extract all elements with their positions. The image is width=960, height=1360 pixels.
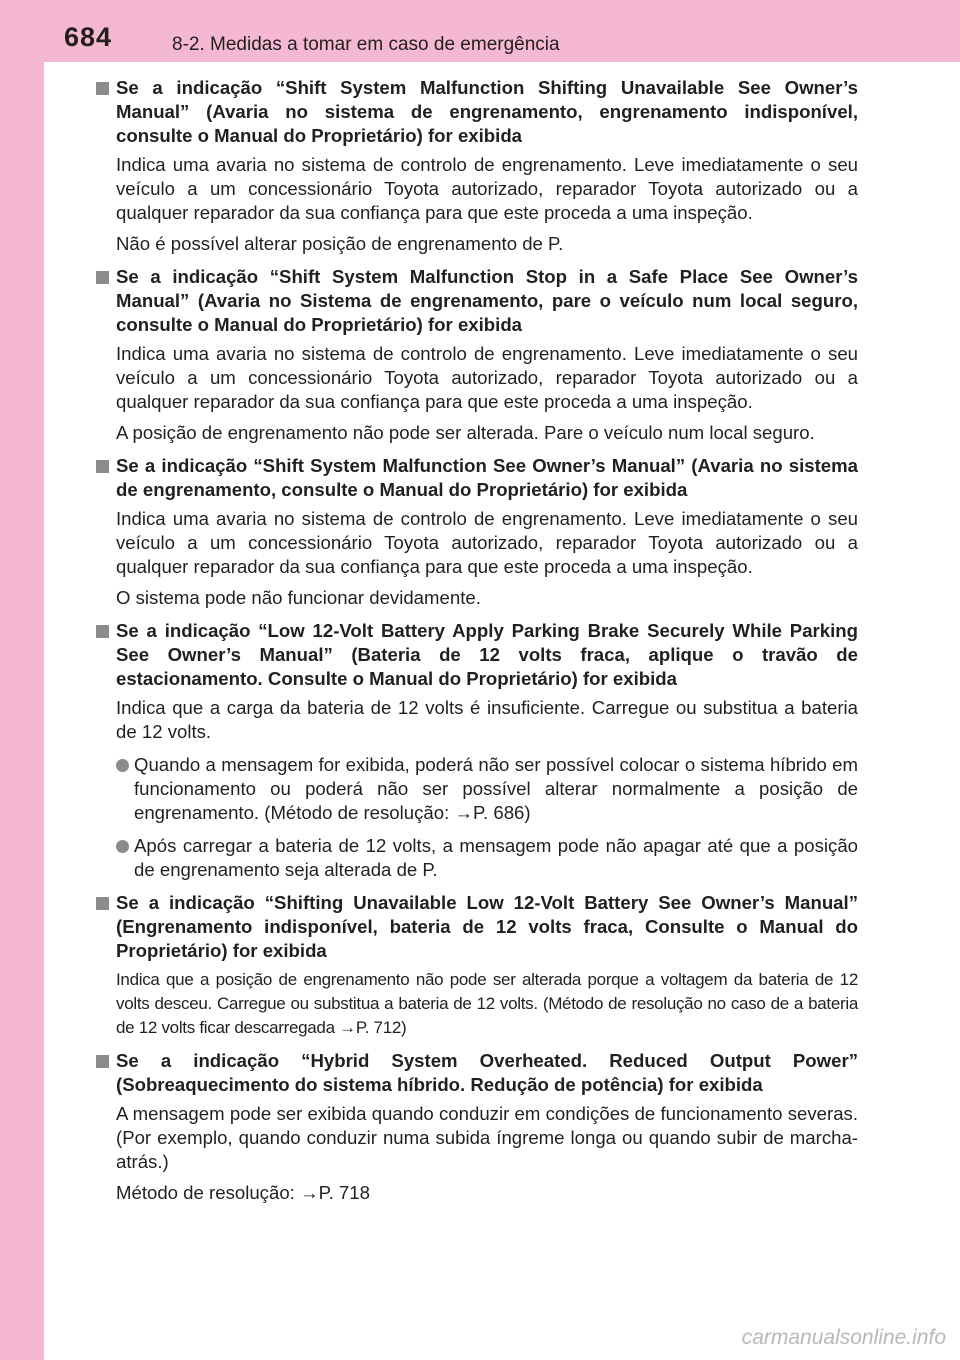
square-bullet-icon bbox=[96, 1055, 109, 1068]
square-bullet-icon bbox=[96, 897, 109, 910]
list-item bbox=[116, 834, 858, 882]
message-section-2 bbox=[96, 265, 858, 445]
page-content bbox=[96, 76, 858, 1205]
paragraph: O sistema pode não funcionar devidamente. bbox=[116, 587, 481, 608]
list-item-text: Quando a mensagem for exibida, poderá não ser possível colocar o sistema híbrido em funcionamento ou poderá não ser possível alterar normalmente a posição de engrenamento. (Método de resolução: →P. 686) bbox=[134, 754, 858, 823]
circle-bullet-icon bbox=[116, 840, 129, 853]
section-heading: Se a indicação “Shift System Malfunction Shifting Unavailable See Owner’s Manual” (Avaria no sistema de engrenamento, engrenamento indisponível, consulte o Manual do Proprietário) for exibida bbox=[116, 77, 858, 146]
square-bullet-icon bbox=[96, 271, 109, 284]
message-section-4 bbox=[96, 619, 858, 882]
section-title: 8-2. Medidas a tomar em caso de emergência bbox=[172, 34, 560, 55]
paragraph: Indica uma avaria no sistema de controlo de engrenamento. Leve imediatamente o seu veículo a um concessionário Toyota autorizado, reparador Toyota autorizado ou a qualquer reparador da sua confiança para que este proceda a uma inspeção. bbox=[116, 343, 858, 412]
paragraph: A mensagem pode ser exibida quando conduzir em condições de funcionamento severas. (Por exemplo, quando conduzir numa subida íngreme longa ou quando subir de marcha-atrás.) bbox=[116, 1103, 858, 1172]
message-section-5 bbox=[96, 891, 858, 1040]
section-heading: Se a indicação “Shift System Malfunction See Owner’s Manual” (Avaria no sistema de engrenamento, consulte o Manual do Proprietário) for exibida bbox=[116, 455, 858, 500]
page-number: 684 bbox=[64, 22, 113, 52]
section-heading: Se a indicação “Shift System Malfunction Stop in a Safe Place See Owner’s Manual” (Avaria no Sistema de engrenamento, pare o veículo num local seguro, consulte o Manual do Proprietário) for exibida bbox=[116, 266, 858, 335]
square-bullet-icon bbox=[96, 82, 109, 95]
message-section-1 bbox=[96, 76, 858, 256]
paragraph: Indica que a carga da bateria de 12 volts é insuficiente. Carregue ou substitua a bateria de 12 volts. bbox=[116, 697, 858, 742]
paragraph: Indica uma avaria no sistema de controlo de engrenamento. Leve imediatamente o seu veículo a um concessionário Toyota autorizado, reparador Toyota autorizado ou a qualquer reparador da sua confiança para que este proceda a uma inspeção. bbox=[116, 154, 858, 223]
watermark: carmanualsonline.info bbox=[741, 1326, 946, 1349]
square-bullet-icon bbox=[96, 625, 109, 638]
square-bullet-icon bbox=[96, 460, 109, 473]
paragraph: Método de resolução: →P. 718 bbox=[116, 1182, 370, 1203]
section-heading: Se a indicação “Low 12-Volt Battery Apply Parking Brake Securely While Parking See Owner’s Manual” (Bateria de 12 volts fraca, aplique o travão de estacionamento. Consulte o Manual do Proprietário) for exibida bbox=[116, 620, 858, 689]
list-item bbox=[116, 753, 858, 825]
list-item-text: Após carregar a bateria de 12 volts, a mensagem pode não apagar até que a posição de engrenamento seja alterada de P. bbox=[134, 835, 858, 880]
paragraph: A posição de engrenamento não pode ser alterada. Pare o veículo num local seguro. bbox=[116, 422, 815, 443]
message-section-3 bbox=[96, 454, 858, 610]
message-section-6 bbox=[96, 1049, 858, 1205]
paragraph: Indica uma avaria no sistema de controlo de engrenamento. Leve imediatamente o seu veículo a um concessionário Toyota autorizado, reparador Toyota autorizado ou a qualquer reparador da sua confiança para que este proceda a uma inspeção. bbox=[116, 508, 858, 577]
section-heading: Se a indicação “Shifting Unavailable Low 12-Volt Battery See Owner’s Manual” (Engrenamento indisponível, bateria de 12 volts fraca, Consulte o Manual do Proprietário) for exibida bbox=[116, 892, 858, 961]
circle-bullet-icon bbox=[116, 759, 129, 772]
section-heading: Se a indicação “Hybrid System Overheated. Reduced Output Power” (Sobreaquecimento do sistema híbrido. Redução de potência) for exibida bbox=[116, 1050, 858, 1095]
paragraph: Não é possível alterar posição de engrenamento de P. bbox=[116, 233, 564, 254]
paragraph: Indica que a posição de engrenamento não pode ser alterada porque a voltagem da bateria de 12 volts desceu. Carregue ou substitua a bateria de 12 volts. (Método de resolução no caso de a bateria de 12 volts ficar descarregada →P. 712) bbox=[116, 970, 858, 1037]
side-color-bar bbox=[0, 0, 44, 1360]
